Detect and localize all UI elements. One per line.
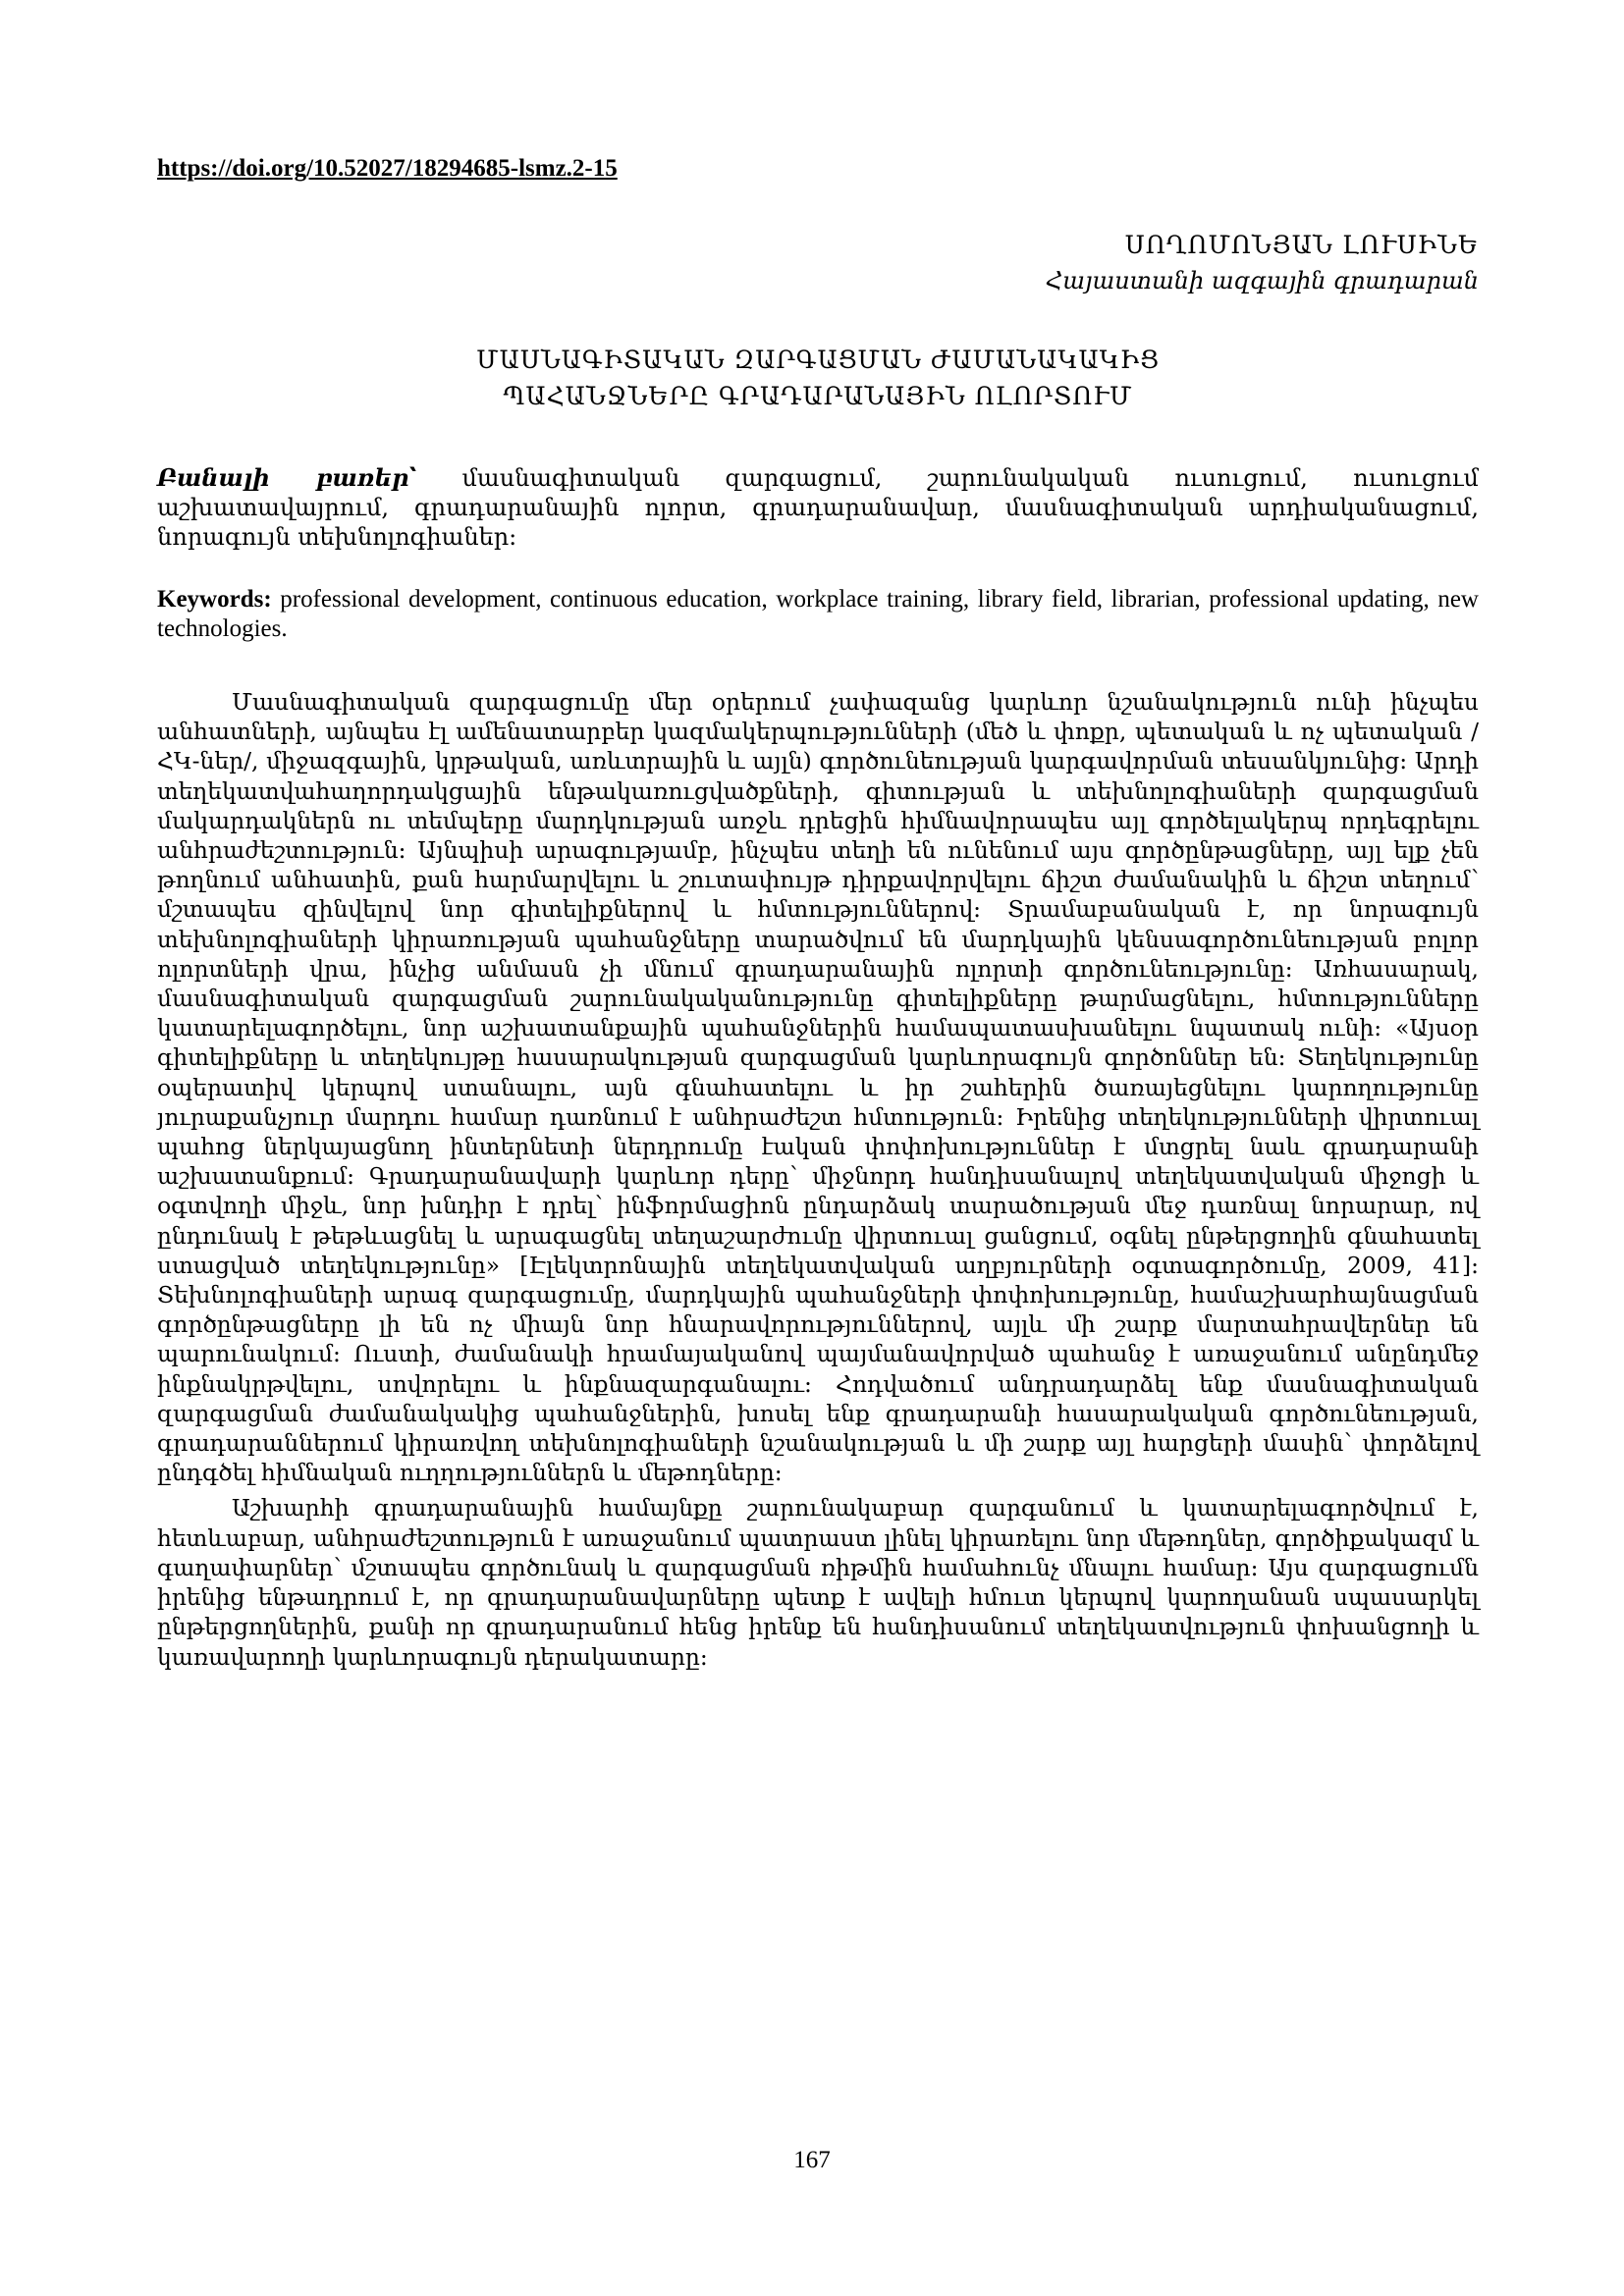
keywords-armenian: [157, 463, 1479, 552]
author-block: [1046, 228, 1479, 298]
keywords-english-label: Keywords:: [157, 586, 272, 613]
author-affiliation: Հայաստանի ազգային գրադարան: [1046, 267, 1479, 294]
article-title-line-2: ՊԱՀԱՆՋՆԵՐԸ ԳՐԱԴԱՐԱՆԱՅԻՆ ՈԼՈՐՏՈՒՄ: [503, 382, 1133, 410]
article-title-line-1: ՄԱՍՆԱԳԻՏԱԿԱՆ ԶԱՐԳԱՑՄԱՆ ԺԱՄԱՆԱԿԱԿԻՑ: [476, 346, 1160, 374]
keywords-armenian-text: մասնագիտական զարգացում, շարունակական ուսուցում, ուսուցում աշխատավայրում, գրադարանային ոլորտ, գրադարանավար, մասնագիտական արդիականացում, նորագույն տեխնոլոգիաներ:: [157, 464, 1480, 551]
keywords-english-text: professional development, continuous education, workplace training, library field, librarian, professional updating, new technologies.: [157, 586, 1479, 642]
keywords-english: [157, 585, 1479, 644]
page-number: 167: [793, 2147, 831, 2173]
keywords-armenian-label: Բանալի բառեր՝: [157, 463, 417, 492]
body-paragraph-2: Աշխարհի գրադարանային համայնքը շարունակաբար զարգանում և կատարելագործվում է, հետևաբար, անհրաժեշտություն է առաջանում պատրաստ լինել կիրառելու նոր մեթոդներ, գործիքակազմ և գաղափարներ՝ մշտապես գործունակ և զարգացման ռիթմին համահունչ մնալու համար: Այս զարգացումն իրենից ենթադրում է, որ գրադարանավարները պետք է ավելի հմուտ կերպով կարողանան սպասարկել ընթերցողներին, քանի որ գրադարանում հենց իրենք են հանդիսանում տեղեկատվություն փոխանցողի և կառավարողի կարևորագույն դերակատարը:: [157, 1494, 1479, 1671]
author-name: ՍՈՂՈՄՈՆՅԱՆ ԼՈՒՍԻՆԵ: [1124, 231, 1479, 259]
article-body: [157, 687, 1479, 1678]
article-title: [157, 342, 1479, 414]
body-paragraph-1: Մասնագիտական զարգացումը մեր օրերում չափազանց կարևոր նշանակություն ունի ինչպես անհատների, այնպես էլ ամենատարբեր կազմակերպությունների (մեծ և փոքր, պետական և ոչ պետական /ՀԿ-ներ/, միջազգային, կրթական, առևտրային և այլն) գործունեության կարգավորման տեսանկյունից: Արդի տեղեկատվահաղորդակցային ենթակառուցվածքների, գիտության և տեխնոլոգիաների զարգացման մակարդակներն ու տեմպերը մարդկության առջև դրեցին հիմնավորապես այլ գործելակերպ որդեգրելու անհրաժեշտություն: Այնպիսի արագությամբ, ինչպես տեղի են ունենում այս գործընթացները, այլ ելք չեն թողնում անհատին, քան հարմարվելու և շուտափույթ դիրքավորվելու ճիշտ ժամանակին և ճիշտ տեղում՝ մշտապես զինվելով նոր գիտելիքներով և հմտություններով: Տրամաբանական է, որ նորագույն տեխնոլոգիաների կիրառության պահանջները տարածվում են մարդկային կենսագործունեության բոլոր ոլորտների վրա, ինչից անմասն չի մնում գրադարանային ոլորտի գործունեությունը: Առհասարակ, մասնագիտական զարգացման շարունակականությունը գիտելիքները թարմացնելու, հմտությունները կատարելագործելու, նոր աշխատանքային պահանջներին համապատասխանելու նպատակ ունի: «Այսօր գիտելիքները և տեղեկույթը հասարակության զարգացման կարևորագույն գործոններ են: Տեղեկությունը օպերատիվ կերպով ստանալու, այն գնահատելու և իր շահերին ծառայեցնելու կարողությունը յուրաքանչյուր մարդու համար դառնում է անհրաժեշտ հմտություն: Իրենից տեղեկությունների վիրտուալ պահոց ներկայացնող ինտերնետի ներդրումը էական փոփոխություններ է մտցրել նաև գրադարանի աշխատանքում: Գրադարանավարի կարևոր դերը՝ միջնորդ հանդիսանալով տեղեկատվական միջոցի և օգտվողի միջև, նոր խնդիր է դրել՝ ինֆորմացիոն ընդարձակ տարածության մեջ դառնալ նորարար, ով ընդունակ է թեթևացնել և արագացնել տեղաշարժումը վիրտուալ ցանցում, օգնել ընթերցողին գնահատել ստացված տեղեկությունը» [Էլեկտրոնային տեղեկատվական աղբյուրների օգտագործումը, 2009, 41]: Տեխնոլոգիաների արագ զարգացումը, մարդկային պահանջների փոփոխությունը, համաշխարհայնացման գործընթացները լի են ոչ միայն նոր հնարավորություններով, այլև մի շարք մարտահրավերներ են պարունակում: Ուստի, ժամանակի հրամայականով պայմանավորված պահանջ է առաջանում անընդմեջ ինքնակրթվելու, սովորելու և ինքնազարգանալու: Հոդվածում անդրադարձել ենք մասնագիտական զարգացման ժամանակակից պահանջներին, խոսել ենք գրադարանի հասարակական գործունեության, գրադարաններում կիրառվող տեխնոլոգիաների նշանակության և մի շարք այլ հարցերի մասին՝ փորձելով ընդգծել հիմնական ուղղություններն և մեթոդները:: [157, 688, 1479, 1487]
doi-link[interactable]: https://doi.org/10.52027/18294685-lsmz.2-15: [157, 155, 618, 182]
